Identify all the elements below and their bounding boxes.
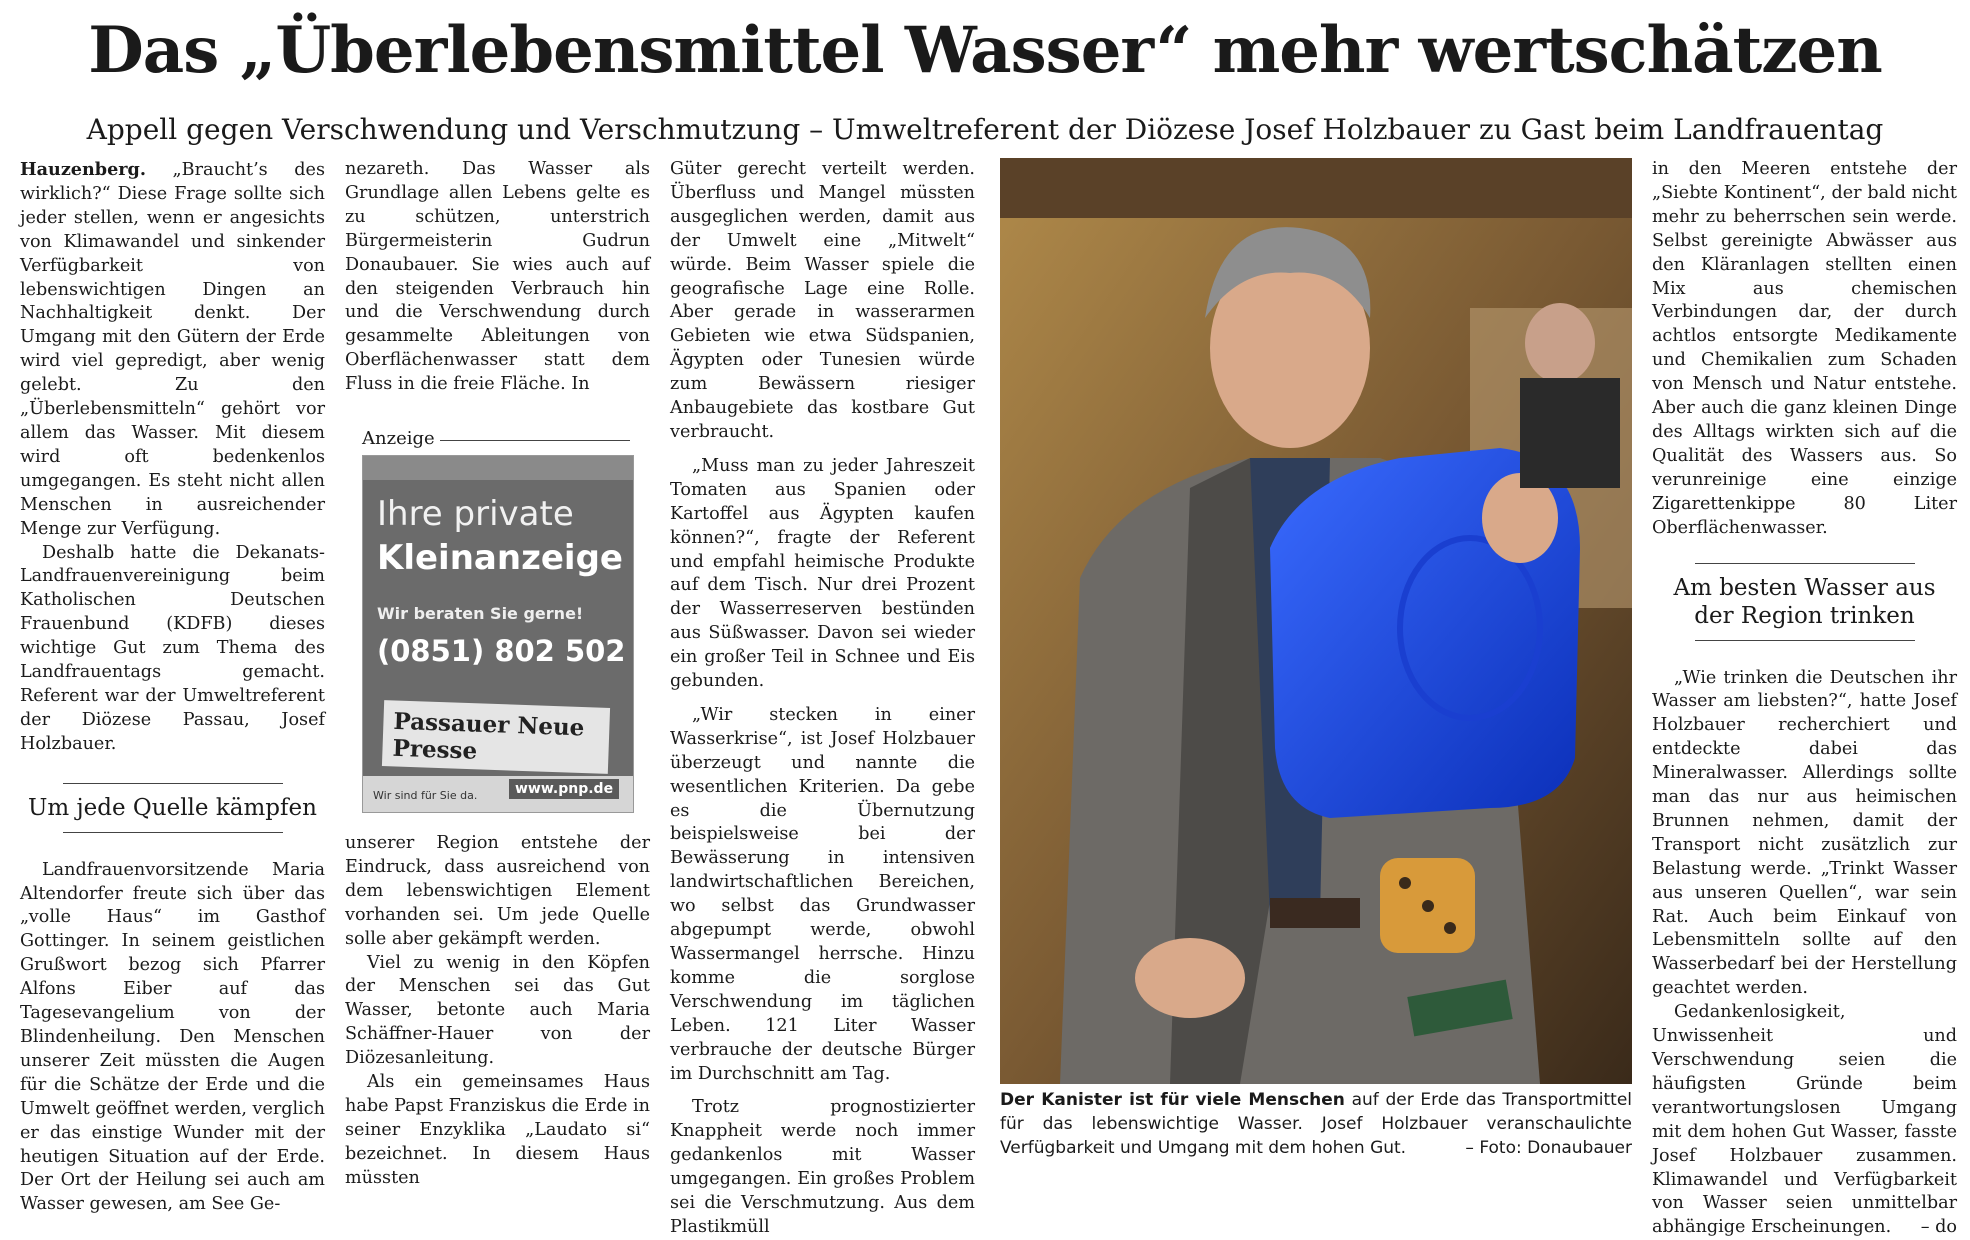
divider bbox=[440, 440, 630, 441]
photo-illustration bbox=[1000, 158, 1632, 1084]
article-column-3 bbox=[670, 158, 975, 1240]
divider bbox=[1695, 563, 1915, 564]
paragraph: Güter gerecht verteilt werden. Überfluss und Mangel müssten ausgeglichen werden, damit aus der Umwelt eine „Mitwelt“ würde. Beim Wasser spiele die geografische Lage eine Rolle. Aber gerade in wasserarmen Gebieten wie etwa Südspanien, Ägypten oder Tunesien würde zum Bewässern riesiger Anbaugebiete das kostbare Gut verbraucht. bbox=[670, 159, 975, 442]
subheadline: Appell gegen Verschwendung und Verschmutzung – Umweltreferent der Diözese Josef Holzbauer zu Gast beim Landfrauentag bbox=[86, 113, 1884, 146]
advertisement[interactable] bbox=[362, 455, 634, 813]
paragraph: Deshalb hatte die Dekanats-Landfrauenvereinigung beim Katholischen Deutschen Frauenbund (KDFB) dieses wichtige Gut zum Thema des Landfrauentags gemacht. Referent war der Umweltreferent der Diözese Passau, Josef Holzbauer. bbox=[20, 542, 325, 754]
subheading: Um jede Quelle kämpfen bbox=[28, 794, 317, 821]
paragraph-text: „Braucht’s des wirklich?“ Diese Frage sollte sich jeder stellen, wenn er angesichts von Klimawandel und sinkender Verfügbarkeit von lebenswichtigen Dingen an Nachhaltigkeit denkt. Der Umgang mit den Gütern der Erde wird viel gepredigt, aber wenig gelebt. Zu den „Überlebensmitteln“ gehört vor allem das Wasser. Mit diesem wird oft bedenkenlos umgegangen. Es steht nicht allen Menschen in ausreichender Menge zur Verfügung. bbox=[20, 160, 325, 539]
paragraph: nezareth. Das Wasser als Grundlage allen Lebens gelte es zu schützen, unterstrich Bürgermeisterin Gudrun Donaubauer. Sie wies auch auf den steigenden Verbrauch hin und die Verschwendung durch gesammelte Ableitungen von Oberflächenwasser statt dem Fluss in die freie Fläche. In bbox=[345, 159, 650, 395]
article-column-2-lower bbox=[345, 832, 650, 1191]
paragraph-text: Gedankenlosigkeit, Unwissenheit und Verschwendung seien die häufigsten Gründe beim verantwortungslosen Umgang mit dem hohen Gut Wasser, fasste Josef Holzbauer zusammen. Klimawandel und Verfügbarkeit von Wasser seien unmittelbar abhängige Erscheinungen. bbox=[1652, 1002, 1957, 1238]
ad-line-3: Wir beraten Sie gerne! bbox=[377, 604, 584, 623]
paragraph: „Wie trinken die Deutschen ihr Wasser am liebsten?“, hatte Josef Holzbauer recherchiert und entdeckte dabei das Mineralwasser. Allerdings sollte man das nur aus heimischen Brunnen nehmen, damit der Transport nicht zusätzlich zur Belastung werde. „Trinkt Wasser aus unseren Quellen“, war sein Rat. Auch beim Einkauf von Lebensmitteln sollte auf den Wasserbedarf bei der Herstellung geachtet werden. bbox=[1652, 667, 1957, 999]
paragraph bbox=[20, 158, 325, 542]
paragraph: in den Meeren entstehe der „Siebte Kontinent“, der bald nicht mehr zu beherrschen sein werde. Selbst gereinigte Abwässer aus den Kläranlagen stellten einen Mix aus chemischen Verbindungen dar, der durch achtlos entsorgte Medikamente und Chemikalien zum Schaden von Mensch und Natur entstehe. Aber auch die ganz kleinen Dinge des Alltags wirkten sich auf die Qualität des Wassers aus. So verunreinige eine einzige Zigarettenkippe 80 Liter Oberflächenwasser. bbox=[1652, 159, 1957, 538]
paragraph: Landfrauenvorsitzende Maria Altendorfer freute sich über das „volle Haus“ im Gasthof Gottinger. In seinem geistlichen Grußwort bezog sich Pfarrer Alfons Eiber auf das Tagesevangelium von der Blindenheilung. Den Menschen unserer Zeit müssten die Augen für die Schätze der Erde und die Umwelt geöffnet werden, verglich er das einstige Wunder mit der heutigen Situation auf der Erde. Der Ort der Heilung sei auch am Wasser gewesen, am See Ge- bbox=[20, 859, 325, 1215]
article-photo bbox=[1000, 158, 1632, 1084]
divider bbox=[63, 783, 283, 784]
ad-label: Anzeige bbox=[362, 428, 435, 449]
ad-slogan: Wir sind für Sie da. bbox=[373, 789, 478, 802]
ad-line-1: Ihre private bbox=[377, 494, 574, 534]
article-column-2 bbox=[345, 158, 650, 397]
dateline: Hauzenberg. bbox=[20, 159, 146, 180]
article-column-1 bbox=[20, 158, 325, 1217]
paragraph: Viel zu wenig in den Köpfen der Menschen sei das Gut Wasser, betonte auch Maria Schäffner-Hauer von der Diözesanleitung. bbox=[345, 952, 650, 1069]
headline: Das „Überlebensmittel Wasser“ mehr wertschätzen bbox=[88, 13, 1882, 88]
photo-caption bbox=[1000, 1088, 1632, 1160]
paragraph: „Wir stecken in einer Wasserkrise“, ist Josef Holzbauer überzeugt und nannte die wesentlichen Kriterien. Da gebe es die Übernutzung beispielsweise bei der Bewässerung in intensiven landwirtschaftlichen Bereichen, wo selbst das Grundwasser abgepumpt werde, obwohl Wassermangel herrsche. Hinzu komme die sorglose Verschwendung im täglichen Leben. 121 Liter Wasser verbrauche der deutsche Bürger im Durchschnitt am Tag. bbox=[670, 704, 975, 1084]
ad-url[interactable]: www.pnp.de bbox=[509, 779, 619, 799]
ad-phone: (0851) 802 502 bbox=[377, 634, 626, 668]
paragraph: Als ein gemeinsames Haus habe Papst Franziskus die Erde in seiner Enzyklika „Laudato si“ bezeichnet. In diesem Haus müssten bbox=[345, 1072, 650, 1188]
caption-text: auf der Erde das Transportmittel für das lebenswichtige Wasser. Josef Holzbauer veranschaulichte Verfügbarkeit und Umgang mit dem hohen Gut. bbox=[1000, 1090, 1632, 1158]
paragraph: Trotz prognostizierter Knappheit werde noch immer gedankenlos mit Wasser umgegangen. Ein großes Problem sei die Verschmutzung. Aus dem Plastikmüll bbox=[670, 1097, 975, 1237]
subheading: Am besten Wasser aus der Region trinken bbox=[1673, 574, 1936, 629]
photo-credit: – Foto: Donaubauer bbox=[1465, 1138, 1632, 1158]
paragraph: „Muss man zu jeder Jahreszeit Tomaten aus Spanien oder Kartoffel aus Ägypten kaufen können?“, fragte der Referent und empfahl heimische Produkte auf dem Tisch. Nur drei Prozent der Wasserreserven bestünden aus Süßwasser. Davon sei wieder ein großer Teil in Schnee und Eis gebunden. bbox=[670, 455, 975, 692]
newspaper-title: Passauer Neue Presse bbox=[392, 707, 585, 765]
caption-lead: Der Kanister ist für viele Menschen bbox=[1000, 1090, 1345, 1110]
paragraph: unserer Region entstehe der Eindruck, dass ausreichend von dem lebenswichtigen Element vorhanden sei. Um jede Quelle solle aber gekämpft werden. bbox=[345, 833, 650, 949]
author-signature: – do bbox=[1920, 1217, 1957, 1238]
article-column-5 bbox=[1652, 158, 1957, 1240]
paragraph bbox=[1652, 1001, 1957, 1240]
ad-line-2: Kleinanzeige bbox=[377, 538, 623, 578]
